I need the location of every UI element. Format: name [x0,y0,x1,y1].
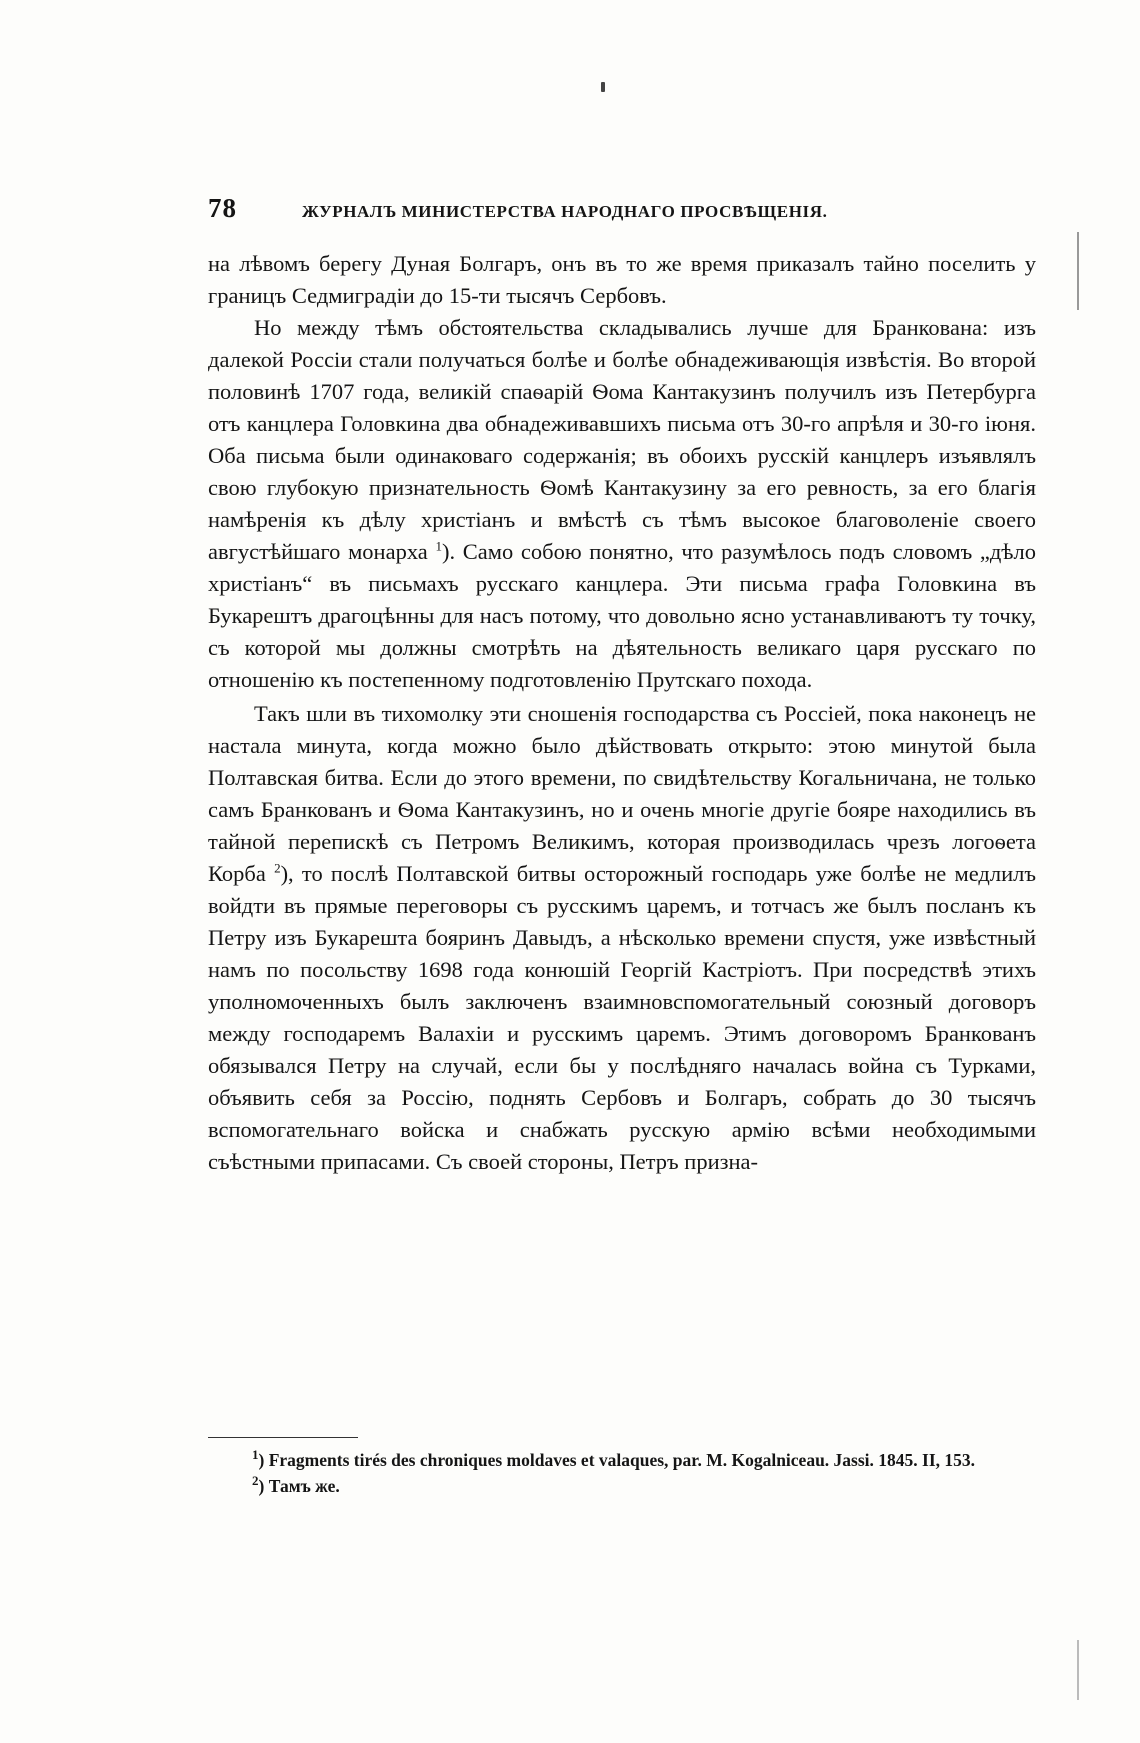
paragraph-text: ). Само собою понятно, что разумѣлось подъ словомъ „дѣло христіанъ“ въ письмахъ русскаго канцлера. Эти письма графа Головкина въ Букарештъ драгоцѣнны для насъ потому, что довольно ясно устанавливаютъ ту точку, съ которой мы должны смотрѣть на дѣятельность великаго царя русскаго по отношенію къ постепенному подготовленію Прутскаго похода. [208,539,1036,692]
paragraph [208,248,1036,312]
footnote-mark: 1 [252,1447,259,1463]
footnote-mark: 2 [252,1473,259,1489]
margin-mark [1077,232,1079,310]
paragraph-text: Но между тѣмъ обстоятельства складывались лучше для Бранкована: изъ далекой Россіи стали получаться болѣе и болѣе обнадеживающія извѣстія. Во второй половинѣ 1707 года, великій спаѳарій Ѳома Кантакузинъ получилъ изъ Петербурга отъ канцлера Головкина два обнадеживавшихъ письма отъ 30-го апрѣля и 30-го іюня. Оба письма были одинаковаго содержанія; въ обоихъ русскій канцлеръ изъявлялъ свою глубокую признательность Ѳомѣ Кантакузину за его ревность, за его благія намѣренія къ дѣлу христіанъ и вмѣстѣ съ тѣмъ высокое благоволеніе своего августѣйшаго монарха [208,315,1036,564]
footnote-text: ) Fragments tirés des chroniques moldaves et valaques, par. M. Kogalniceau. Jassi. 1845. II, 153. [258,1450,976,1470]
footnote-ref: 1 [435,538,442,554]
paragraph-text: на лѣвомъ берегу Дуная Болгаръ, онъ въ то же время приказалъ тайно поселить у границъ Седмиградіи до 15-ти тысячъ Сербовъ. [208,251,1036,308]
scan-speck [601,82,605,92]
footnote [208,1473,1036,1499]
page-number: 78 [208,193,237,223]
footnote-ref: 2 [274,860,281,876]
paragraph-text: ), то послѣ Полтавской битвы осторожный господарь уже болѣе не медлилъ войдти въ прямые переговоры съ русскимъ царемъ, и тотчасъ же былъ посланъ къ Петру изъ Букарешта бояринъ Давыдъ, а нѣсколько времени спустя, уже извѣстный намъ по посольству 1698 года конюшій Георгій Кастріотъ. При посредствѣ этихъ уполномоченныхъ былъ заключенъ взаимновспомогательный союзный договоръ между господаремъ Валахіи и русскимъ царемъ. Этимъ договоромъ Бранкованъ обязывался Петру на случай, если бы у послѣдняго началась война съ Турками, объявить себя за Россію, поднять Сербовъ и Болгаръ, собрать до 30 тысячъ вспомогательнаго войска и снабжать русскую армію всѣми необходимыми съѣстными припасами. Съ своей стороны, Петръ призна- [208,861,1037,1174]
margin-mark [1077,1640,1079,1700]
journal-title: ЖУРНАЛЪ МИНИСТЕРСТВА НАРОДНАГО ПРОСВѢЩЕНІЯ. [302,202,828,221]
footnote [208,1447,1036,1473]
footnote-divider [208,1437,358,1438]
footnotes [208,1447,1036,1499]
running-head [208,193,1038,229]
body-text [208,248,1036,1178]
paragraph [208,312,1036,696]
footnote-text: ) Тамъ же. [258,1476,340,1496]
paragraph-text: Такъ шли въ тихомолку эти сношенія господарства съ Россіей, пока наконецъ не настала минута, когда можно было дѣйствовать открыто: этою минутой была Полтавская битва. Если до этого времени, по свидѣтельству Когальничана, не только самъ Бранкованъ и Ѳома Кантакузинъ, но и очень многіе другіе бояре находились въ тайной перепискѣ съ Петромъ Великимъ, которая производилась чрезъ логоѳета Корба [208,701,1036,886]
paragraph [208,698,1036,1178]
